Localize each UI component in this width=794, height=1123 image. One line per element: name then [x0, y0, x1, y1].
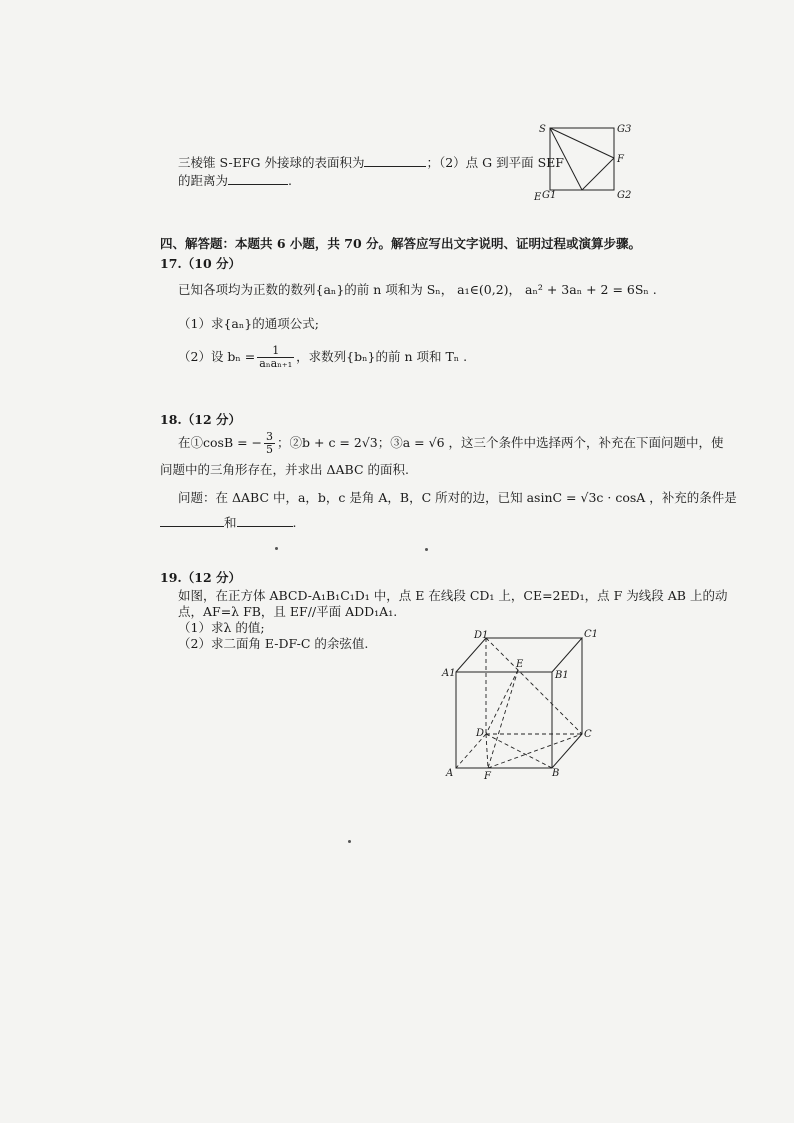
q19-stem1: 如图，在正方体 ABCD-A₁B₁C₁D₁ 中，点 E 在线段 CD₁ 上，CE=2ED₁，点 F 为线段 AB 上的动 [178, 588, 728, 603]
q17-stem: 已知各项均为正数的数列{aₙ}的前 n 项和为 Sₙ， a₁∈(0,2)， aₙ² + 3aₙ + 2 = 6Sₙ . [178, 282, 657, 297]
q19-part2: （2）求二面角 E-DF-C 的余弦值. [178, 636, 369, 651]
q16-line1: 三棱锥 S-EFG 外接球的表面积为 ；（2）点 G 到平面 SEF [178, 155, 564, 170]
label-B1: B1 [555, 670, 569, 681]
fraction-cosb: $\frac{3}{5}$ [266, 430, 274, 456]
label-S: S [539, 124, 546, 135]
scan-speck [275, 547, 278, 550]
answer-blank-1[interactable] [364, 154, 426, 167]
q18-title: 18.（12 分） [160, 412, 241, 427]
label-A: A [446, 768, 454, 779]
q17-part2: （2）设 bₙ = $\frac{1}{\text{aₙaₙ₊₁}}$ ，求数列{bₙ}的前 n 项和 Tₙ . [178, 344, 468, 370]
label-B: B [552, 768, 560, 779]
cube-right-edge [552, 638, 582, 768]
q19-title: 19.（12 分） [160, 570, 241, 585]
q16-line2: 的距离为 . [178, 173, 292, 188]
label-F: F [617, 154, 624, 165]
cube-figure [436, 626, 606, 786]
scan-speck [348, 840, 351, 843]
segment-DB [486, 734, 552, 768]
q18-stem2: 问题中的三角形存在，并求出 ΔABC 的面积. [160, 462, 409, 477]
segment-D1C [486, 638, 582, 734]
label-C1: C1 [584, 629, 599, 640]
fraction-bn: $\frac{1}{\text{aₙaₙ₊₁}}$ [259, 344, 293, 370]
q18-answer-line: 和 . [160, 514, 297, 531]
segment-G1F [582, 158, 614, 190]
answer-blank-4[interactable] [237, 514, 293, 527]
label-G1: G1 [542, 190, 557, 201]
q19-part1: （1）求λ 的值; [178, 620, 265, 635]
q19-stem2: 点，AF=λ FB，且 EF//平面 ADD₁A₁. [178, 604, 398, 619]
label-C: C [584, 729, 592, 740]
segment-FC [488, 734, 582, 768]
answer-blank-3[interactable] [160, 514, 224, 527]
label-A1: A1 [442, 668, 456, 679]
section-heading: 四、解答题：本题共 6 小题，共 70 分。解答应写出文字说明、证明过程或演算步骤。 [160, 236, 642, 251]
segment-ED [486, 670, 518, 734]
cube-front-face [456, 672, 552, 768]
q17-part1: （1）求{aₙ}的通项公式; [178, 316, 319, 331]
square-fold-figure [530, 118, 640, 208]
hidden-edge-DA [456, 734, 486, 768]
segment-SF [550, 128, 614, 158]
segment-DF [486, 734, 488, 768]
segment-EF [488, 670, 518, 768]
q17-title: 17.（10 分） [160, 256, 241, 271]
label-E: E [534, 192, 542, 203]
scan-speck [425, 548, 428, 551]
label-G3: G3 [617, 124, 632, 135]
q18-stem: 在①cosB = − $\frac{3}{5}$ ；②b + c = 2√3；③a = √6 ，这三个条件中选择两个，补充在下面问题中，使 [178, 430, 724, 456]
label-D: D [476, 728, 485, 739]
square-outline [550, 128, 614, 190]
answer-blank-2[interactable] [228, 172, 288, 185]
label-E: E [516, 659, 524, 670]
q18-question: 问题：在 ΔABC 中，a，b，c 是角 A，B，C 所对的边，已知 asinC = √3c · cosA ，补充的条件是 [178, 490, 737, 505]
label-D1: D1 [474, 630, 489, 641]
segment-SG1 [550, 128, 582, 190]
label-F: F [484, 771, 491, 782]
label-G2: G2 [617, 190, 632, 201]
